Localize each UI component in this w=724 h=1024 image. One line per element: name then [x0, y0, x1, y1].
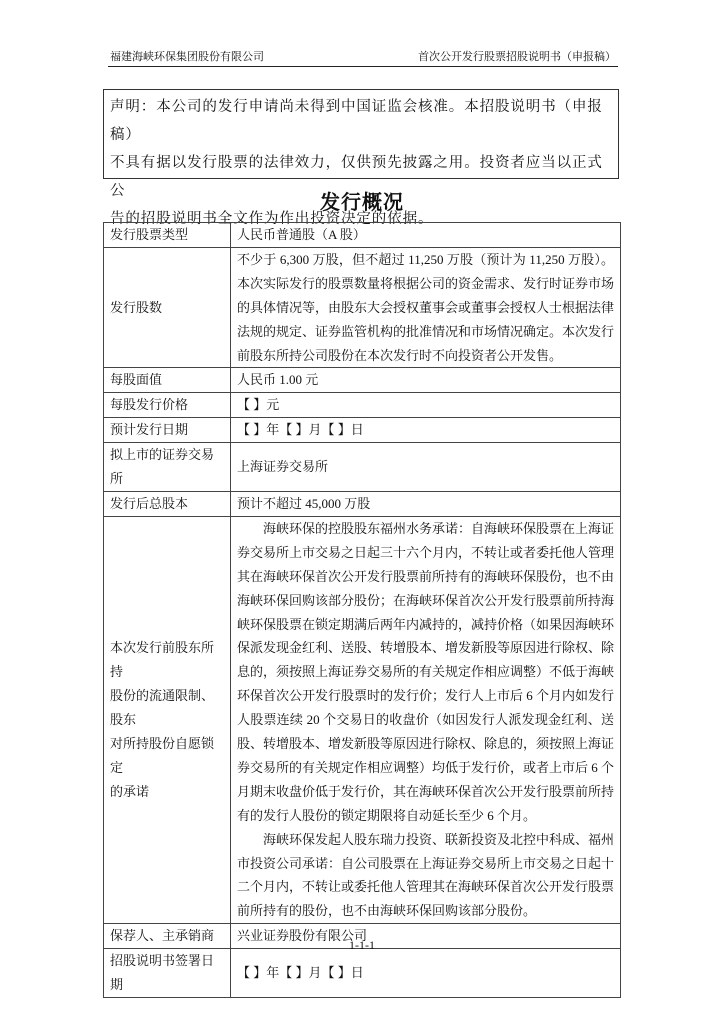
value-line: 人民币 1.00 元	[236, 372, 319, 388]
row-label: 拟上市的证券交易所	[104, 443, 231, 492]
row-label: 发行股数	[104, 247, 231, 368]
table-row	[104, 491, 621, 516]
row-label-line: 本次发行前股东所持	[110, 640, 215, 680]
table-row	[104, 247, 621, 368]
row-label: 招股说明书签署日期	[104, 949, 231, 998]
row-label: 保荐人、主承销商	[104, 924, 231, 949]
page-header	[108, 50, 618, 67]
header-doc-title: 首次公开发行股票招股说明书（申报稿）	[418, 51, 616, 63]
value-line: 预计不超过 45,000 万股	[236, 495, 371, 511]
value-line: 【 】年【 】月【 】日	[236, 965, 364, 981]
row-label-line: 股份的流通限制、股东	[110, 688, 215, 728]
notice-line: 告的招股说明书全文作为作出投资决定的依据。	[110, 211, 434, 227]
row-label	[104, 516, 231, 923]
table-row	[104, 368, 621, 393]
value-line: 券交易所上市交易之日起三十六个月内，不转让或者委托他人管理	[236, 544, 614, 560]
row-label-line: 对所持股份自愿锁定	[110, 736, 215, 775]
value-line: 不少于 6,300 万股，但不超过 11,250 万股（预计为 11,250 万股）。	[236, 251, 614, 267]
value-line: 人股票连续 20 个交易日的收盘价（如因发行人派发现金红利、送	[236, 712, 614, 728]
value-line: 兴业证券股份有限公司	[236, 928, 367, 944]
value-line: 海峡环保的控股股东福州水务承诺：自海峡环保股票在上海证	[262, 520, 614, 536]
value-line: 前股东所持公司股份在本次发行时不向投资者公开发售。	[236, 347, 562, 363]
row-value	[230, 223, 620, 248]
table-row	[104, 949, 621, 998]
row-value	[230, 516, 620, 923]
row-label-line: 的承诺	[110, 783, 150, 799]
row-value	[230, 949, 620, 998]
value-line: 二个月内，不转让或委托他人管理其在海峡环保首次公开发行股票	[236, 879, 614, 895]
value-line: 【 】元	[236, 397, 280, 413]
notice-line: 不具有据以发行股票的法律效力，仅供预先披露之用。投资者应当以正式公	[110, 155, 603, 199]
value-line: 有的发行人股份的锁定期限将自动延长至少 6 个月。	[236, 807, 536, 823]
value-line: 峡环保股票在锁定期满后两年内减持的，减持价格（如果因海峡环	[236, 616, 614, 632]
row-label: 预计发行日期	[104, 418, 231, 443]
value-line: 本次实际发行的股票数量将根据公司的资金需求、发行时证券市场	[236, 275, 614, 291]
value-line: 环保首次公开发行股票时的发行价；发行人上市后 6 个月内如发行	[236, 688, 614, 704]
value-line: 前所持有的股份，也不由海峡环保回购该部分股份。	[236, 903, 536, 919]
value-line: 息的，须按照上海证券交易所的有关规定作相应调整）不低于海峡	[236, 664, 614, 680]
page-number: 1-1-1	[349, 938, 375, 952]
value-line: 的具体情况等，由股东大会授权董事会或董事会授权人士根据法律	[236, 299, 614, 315]
row-value	[230, 491, 620, 516]
header-company: 福建海峡环保集团股份有限公司	[110, 51, 264, 63]
table-row	[104, 223, 621, 248]
table-row	[104, 443, 621, 492]
row-label: 发行后总股本	[104, 491, 231, 516]
section-title: 发行概况	[320, 190, 404, 214]
value-line: 月期末收盘价低于发行价，其在海峡环保首次公开发行股票前所持	[236, 783, 614, 799]
table-row	[104, 418, 621, 443]
offering-overview-table	[103, 222, 621, 998]
value-line: 法规的规定、证券监管机构的批准情况和市场情况确定。本次发行	[236, 323, 614, 339]
value-line: 保派发现金红利、送股、转增股本、增发新股等原因进行除权、除	[236, 640, 614, 656]
value-line: 股、转增股本、增发新股等原因进行除权、除息的，须按照上海证	[236, 736, 614, 752]
value-line: 【 】年【 】月【 】日	[236, 422, 364, 438]
table-row	[104, 393, 621, 418]
value-line: 海峡环保发起人股东瑞力投资、联新投资及北控中科成、福州	[262, 831, 614, 847]
value-line: 海峡环保回购该部分股份；在海峡环保首次公开发行股票前所持海	[236, 592, 614, 608]
row-value	[230, 368, 620, 393]
row-value	[230, 418, 620, 443]
table-row	[104, 516, 621, 923]
row-value	[230, 247, 620, 368]
value-line: 人民币普通股（A 股）	[236, 227, 366, 242]
value-line: 市投资公司承诺：自公司股票在上海证券交易所上市交易之日起十	[236, 855, 614, 871]
row-value	[230, 443, 620, 492]
notice-line: 声明：本公司的发行申请尚未得到中国证监会核准。本招股说明书（申报稿）	[110, 99, 603, 143]
value-line: 券交易所的有关规定作相应调整）均低于发行价，或者上市后 6 个	[236, 759, 614, 775]
row-label: 每股面值	[104, 368, 231, 393]
row-label: 每股发行价格	[104, 393, 231, 418]
row-value	[230, 393, 620, 418]
row-label: 发行股票类型	[104, 223, 231, 248]
value-line: 上海证券交易所	[236, 459, 328, 475]
value-line: 其在海峡环保首次公开发行股票前所持有的海峡环保股份，也不由	[236, 568, 614, 584]
